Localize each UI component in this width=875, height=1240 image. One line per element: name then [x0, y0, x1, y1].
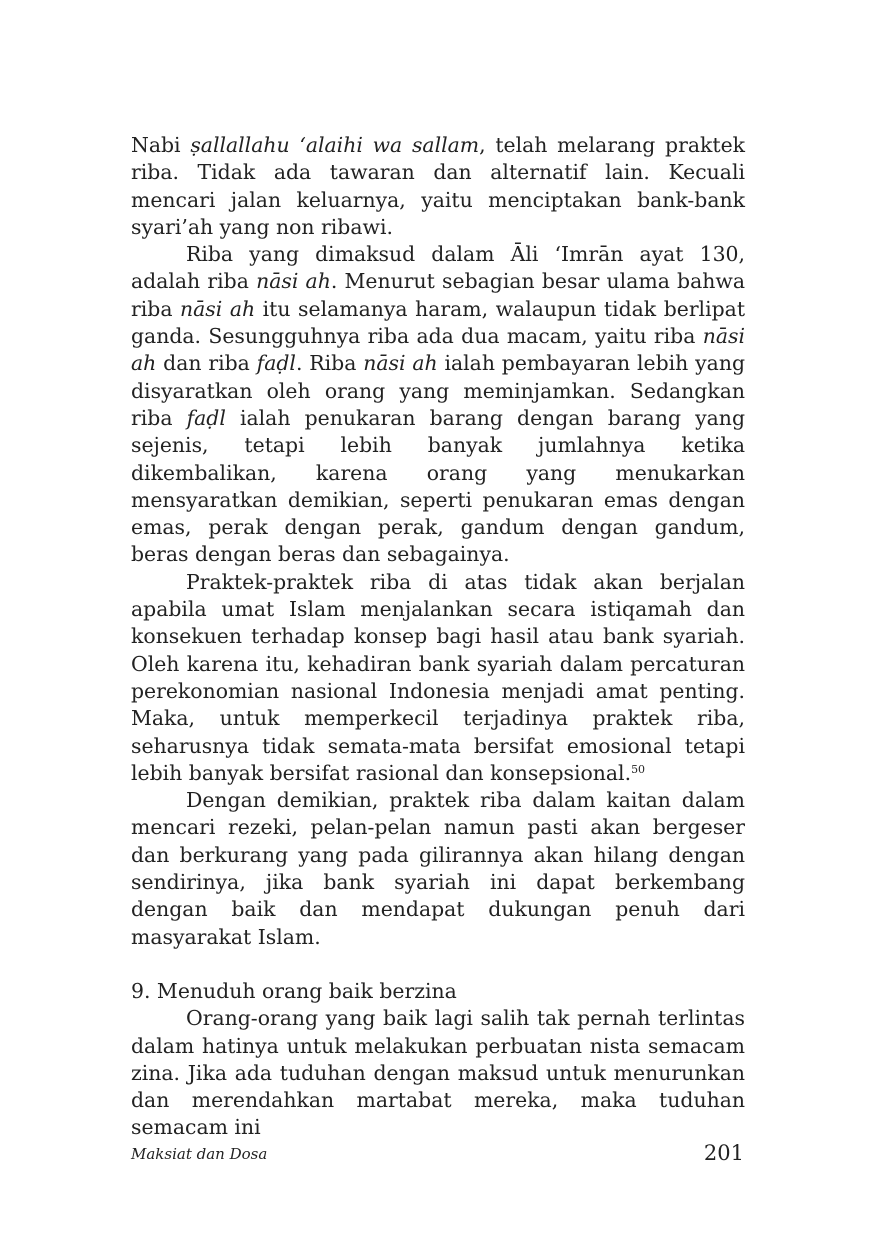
running-footer-title: Maksiat dan Dosa — [131, 1145, 268, 1163]
section-heading: 9. Menuduh orang baik berzina — [131, 978, 457, 1003]
paragraph-5: Orang-orang yang baik lagi salih tak pernah terlintas dalam hatinya untuk melakukan perbuatan nista semacam zina. Jika ada tuduhan dengan maksud untuk menurunkan dan merendahkan martabat mereka, maka tuduhan semacam ini — [131, 1006, 745, 1140]
footnote-reference[interactable]: 50 — [631, 762, 646, 776]
page-number: 201 — [703, 1141, 744, 1165]
paragraph-1: Nabi ṣallallahu ‘alaihi wa sallam, telah melarang praktek riba. Tidak ada tawaran dan alternatif lain. Kecuali mencari jalan keluarnya, yaitu menciptakan bank-bank syari’ah yang non ribawi. — [131, 133, 745, 239]
paragraph-3: Praktek-praktek riba di atas tidak akan berjalan apabila umat Islam menjalankan secara istiqamah dan konsekuen terhadap konsep bagi hasil atau bank syariah. Oleh karena itu, kehadiran bank syariah dalam percaturan perekonomian nasional Indonesia menjadi amat penting. Maka, untuk memperkecil terjadinya praktek riba, seharusnya tidak semata-mata bersifat emosional tetapi lebih banyak bersifat rasional dan konsepsional.$^{50}$ — [131, 569, 745, 785]
paragraph-4: Dengan demikian, praktek riba dalam kaitan dalam mencari rezeki, pelan-pelan namun pasti akan bergeser dan berkurang yang pada gilirannya akan hilang dengan sendirinya, jika bank syariah ini dapat berkembang dengan baik dan mendapat dukungan penuh dari masyarakat Islam. — [131, 788, 745, 949]
paragraph-2: Riba yang dimaksud dalam Āli ‘Imrān ayat 130, adalah riba nāsi ah. Menurut sebagian besar ulama bahwa riba nāsi ah itu selamanya haram, walaupun tidak berlipat ganda. Sesungguhnya riba ada dua macam, yaitu riba nāsi ah dan riba faḍl. Riba nāsi ah ialah pembayaran lebih yang disyaratkan oleh orang yang meminjamkan. Sedangkan riba faḍl ialah penukaran barang dengan barang yang sejenis, tetapi lebih banyak jumlahnya ketika dikembalikan, karena orang yang menukarkan mensyaratkan demikian, seperti penukaran emas dengan emas, perak dengan perak, gandum dengan gandum, beras dengan beras dan sebagainya. — [131, 242, 746, 567]
body-text — [131, 132, 745, 1142]
